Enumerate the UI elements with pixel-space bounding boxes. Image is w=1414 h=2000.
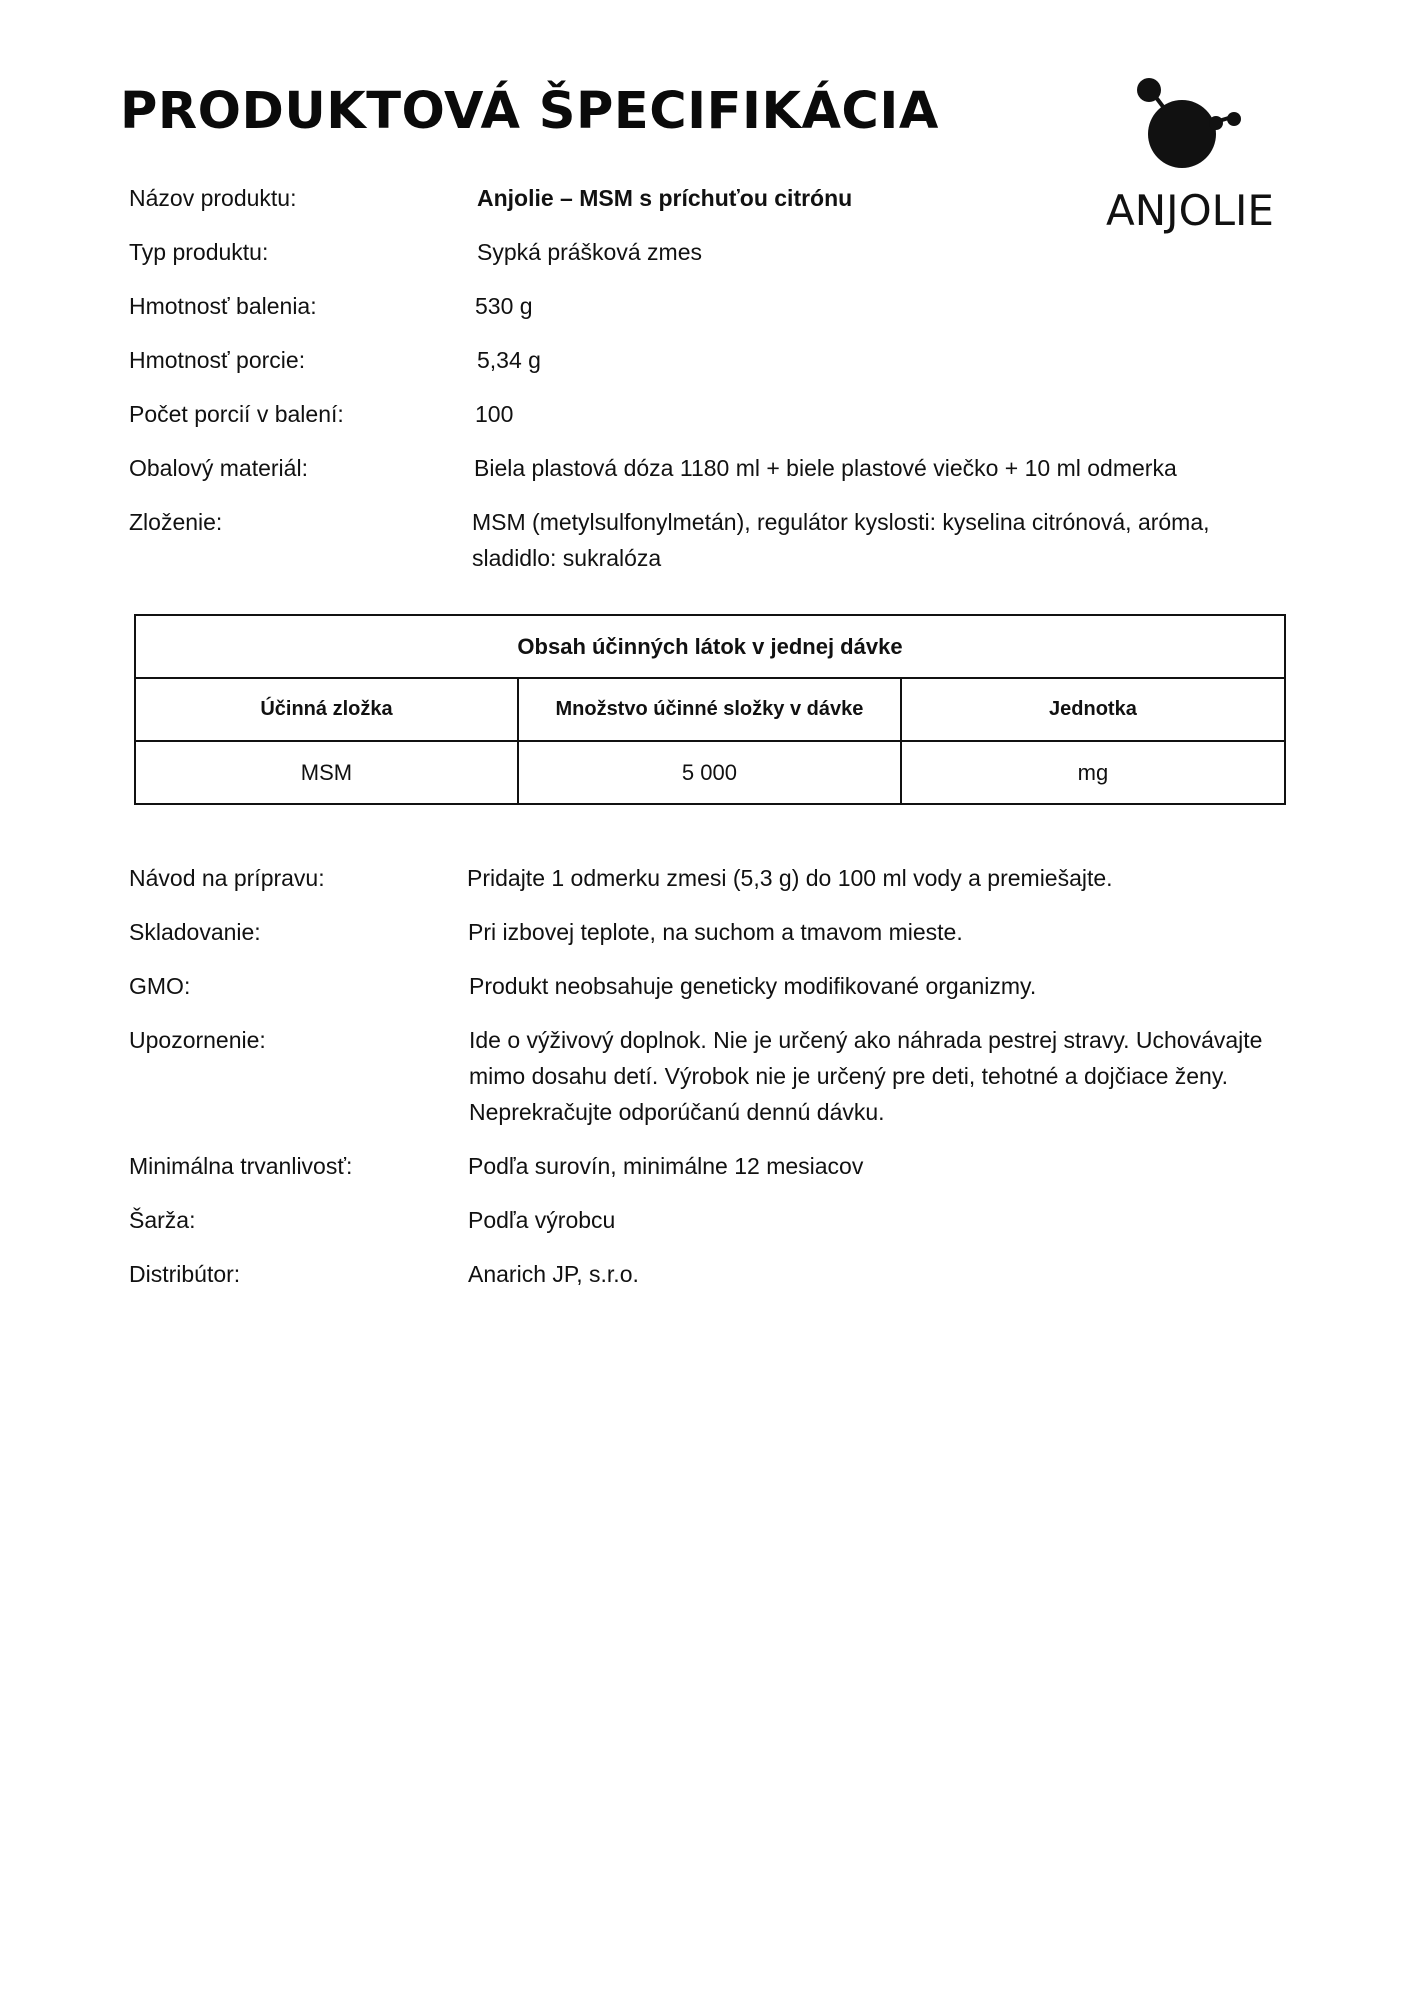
detail-label: Skladovanie:	[129, 919, 261, 945]
spec-label: Hmotnosť porcie:	[129, 347, 306, 373]
spec-label: Zloženie:	[129, 509, 223, 535]
spec-value: 100	[475, 401, 514, 427]
anjolie-molecule-icon	[1090, 78, 1290, 178]
product-name-value: Anjolie – MSM s príchuťou citrónu	[477, 185, 853, 211]
detail-value: Produkt neobsahuje geneticky modifikované organizmy.	[469, 973, 1037, 999]
brand-logo	[1090, 78, 1290, 238]
column-header: Účinná zložka	[135, 678, 518, 741]
table-cell: MSM	[135, 741, 518, 804]
detail-label: Minimálna trvanlivosť:	[129, 1153, 353, 1179]
spec-label: Názov produktu:	[129, 185, 297, 211]
detail-label: Šarža:	[129, 1207, 196, 1233]
spec-value: Biela plastová dóza 1180 ml + biele plastové viečko + 10 ml odmerka	[474, 455, 1177, 481]
spec-label: Počet porcií v balení:	[129, 401, 344, 427]
spec-value: 5,34 g	[477, 347, 541, 373]
detail-value: Pridajte 1 odmerku zmesi (5,3 g) do 100 ml vody a premiešajte.	[467, 865, 1113, 891]
detail-value: Pri izbovej teplote, na suchom a tmavom mieste.	[468, 919, 963, 945]
spec-value: MSM (metylsulfonylmetán), regulátor kyslosti: kyselina citrónová, aróma, sladidlo: sukralóza	[472, 509, 1210, 571]
table-cell: mg	[901, 741, 1285, 804]
table-header-row	[135, 678, 1285, 741]
spec-label: Obalový materiál:	[129, 455, 308, 481]
detail-label: Návod na prípravu:	[129, 865, 325, 891]
dose-table	[134, 614, 1286, 805]
table-row	[135, 741, 1285, 804]
detail-label: Distribútor:	[129, 1261, 241, 1287]
detail-value: Podľa výrobcu	[468, 1207, 616, 1233]
spec-label: Typ produktu:	[129, 239, 269, 265]
detail-value: Anarich JP, s.r.o.	[468, 1261, 639, 1287]
dose-table-caption: Obsah účinných látok v jednej dávke	[135, 615, 1285, 678]
spec-value: 530 g	[475, 293, 533, 319]
detail-label: Upozornenie:	[129, 1027, 266, 1053]
spec-label: Hmotnosť balenia:	[129, 293, 317, 319]
column-header: Množstvo účinné složky v dávke	[518, 678, 901, 741]
brand-name: ANJOLIE	[1106, 186, 1274, 235]
detail-value: Podľa surovín, minimálne 12 mesiacov	[468, 1153, 864, 1179]
page-title: PRODUKTOVÁ ŠPECIFIKÁCIA	[120, 82, 939, 141]
table-cell: 5 000	[518, 741, 901, 804]
detail-label: GMO:	[129, 973, 191, 999]
column-header: Jednotka	[901, 678, 1285, 741]
detail-value: Ide o výživový doplnok. Nie je určený ako náhrada pestrej stravy. Uchovávajte mimo dosahu detí. Výrobok nie je určený pre deti, tehotné a dojčiace ženy. Neprekračujte odporúčanú dennú dávku.	[469, 1027, 1263, 1125]
spec-value: Sypká prášková zmes	[477, 239, 702, 265]
